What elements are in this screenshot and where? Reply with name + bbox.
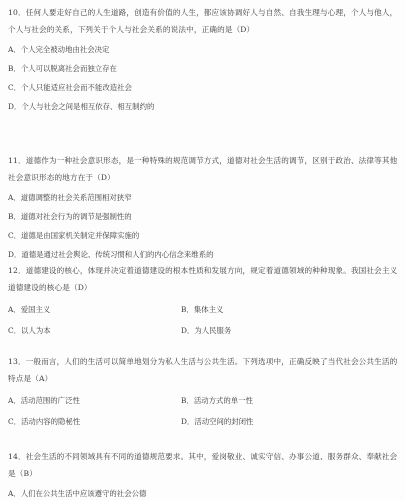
option-a: A．人们在公共生活中应该遵守的社会公德	[8, 489, 147, 498]
option-d: D．个人与社会之间是相互依存、相互制约的	[8, 102, 155, 111]
option-c: C．活动内容的隐秘性	[8, 417, 81, 426]
option-row	[8, 324, 400, 338]
option-c: C．道德是由国家机关制定并保障实施的	[8, 231, 140, 240]
question-11	[8, 152, 400, 262]
question-stem: 12．道德建设的核心，体现并决定着道德建设的根本性质和发展方向，规定着道德领域的种种现象。我国社会主义道德建设的核心是（D）	[8, 266, 398, 292]
question-stem: 14．社会生活的不同领域具有不同的道德规范要求。其中，爱岗敬业、诚实守信、办事公道、服务群众、奉献社会是（B）	[8, 452, 398, 478]
option-row	[8, 415, 400, 429]
option-d: D．道德是通过社会舆论、传统习惯和人们的内心信念来维系的	[8, 250, 214, 259]
option-b: B．集体主义	[181, 305, 224, 314]
question-12	[8, 262, 400, 338]
option-row	[8, 394, 400, 408]
question-stem: 13．一般而言，人们的生活可以简单地划分为私人生活与公共生活。下列选项中，正确反映了当代社会公共生活的特点是（A）	[8, 357, 398, 383]
question-stem: 10．任何人要走好自己的人生道路，创造有价值的人生，都应该协调好人与自然、自我生理与心理，个人与他人，个人与社会的关系，下列关于个人与社会关系的说法中，正确的是（D）	[8, 8, 398, 34]
option-b: B．活动方式的单一性	[181, 396, 253, 405]
option-d: D．活动空间的封闭性	[181, 417, 254, 426]
option-c: C．个人只能适应社会而不能改造社会	[8, 83, 132, 92]
option-a: A．道德调整的社会关系范围相对狭窄	[8, 193, 132, 202]
question-stem: 11．道德作为一种社会意识形态，是一种特殊的规范调节方式，道德对社会生活的调节，区别于政治、法律等其他社会意识形态的地方在于（D）	[8, 156, 398, 182]
option-a: A．活动范围的广泛性	[8, 396, 80, 405]
option-c: C．以人为本	[8, 326, 51, 335]
option-a: A．个人完全被动地由社会决定	[8, 45, 110, 54]
question-10	[8, 4, 400, 114]
option-b: B．个人可以脱离社会而独立存在	[8, 64, 117, 73]
option-b: B．道德对社会行为的调节是强制性的	[8, 212, 132, 221]
option-a: A．爱国主义	[8, 305, 51, 314]
option-d: D．为人民服务	[181, 326, 232, 335]
question-14	[8, 448, 400, 501]
question-13	[8, 353, 400, 429]
option-row	[8, 303, 400, 317]
